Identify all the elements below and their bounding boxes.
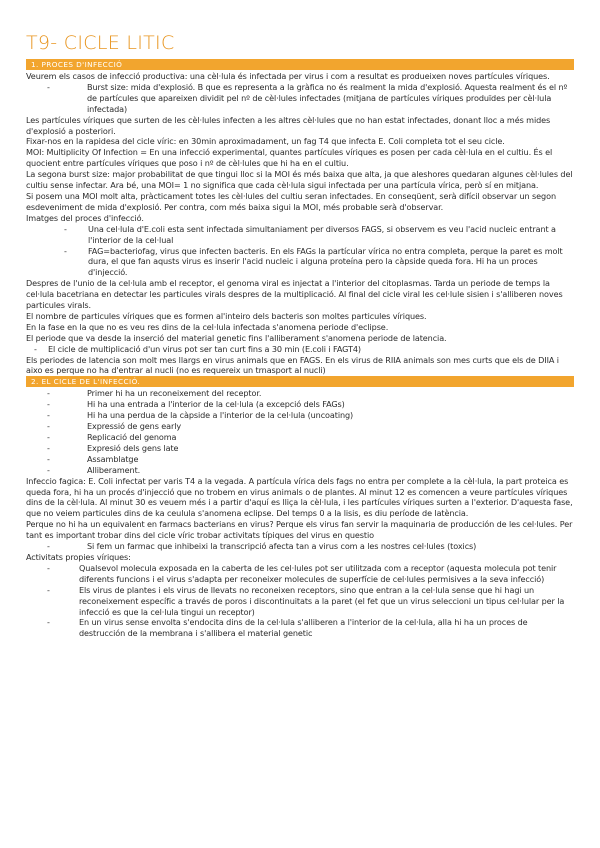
bullet-item — [26, 399, 574, 410]
bullet-item — [26, 421, 574, 432]
bullet-dash: - — [47, 442, 50, 453]
bullet-dash: - — [64, 245, 67, 256]
bullet-dash: - — [47, 432, 50, 442]
paragraph: Infeccio fagica: E. Coli infectat per varis T4 a la vegada. A partícula vírica dels fags no entra per complete a la cèl·lula, la part proteica es queda fora, hi ha un procés d'injecció que no trobem en virus animals o de plantes. Al minut 12 es comencen a veure partícules víriques dins de la cèl·lula. Al minut 30 es veuem més i a partir d'aquí es lliça la cèl·lula, i les partícules víriques surten a l'exterior. D'aquesta fase, que no veiem particules dins de ka ceulula s'anomena eclipse. Del temps 0 a la lisis, es diu període de latència. — [26, 475, 573, 519]
paragraph: Perque no hi ha un equivalent en farmacs bacterians en virus? Perque els virus fan servir la maquinaria de producción de les cel·lules. Per tant es important trobar dins del cicle víric trobar activitats típiques del virus en questio — [26, 519, 573, 541]
bullet-item — [26, 617, 574, 639]
bullet-dash: - — [47, 617, 50, 628]
section-heading: 1. PROCES D'INFECCIÓ — [26, 59, 574, 70]
bullet-text: Burst size: mida d'explosió. B que es representa a la gràfica no és realment la mida d'explosió. Aquesta realment és el nº de partícules que apareixen dividit pel nº de cèl·lules infectades (mitjana de partícules víriques produïdes per cèl·lula infectada) — [87, 81, 568, 114]
bullet-dash: - — [47, 399, 50, 410]
section-heading: 2. EL CICLE DE L'INFECCIÓ. — [26, 376, 574, 387]
bullet-dash: - — [64, 223, 67, 234]
bullet-item — [26, 541, 574, 552]
paragraph: Activitats propies víriques: — [26, 551, 131, 562]
bullet-item — [26, 410, 574, 421]
bullet-item — [26, 585, 574, 618]
bullet-text: Hi ha una entrada a l'interior de la cel·lula (a excepció dels FAGs) — [87, 399, 345, 410]
bullet-item — [26, 82, 574, 115]
bullet-text: Qualsevol molecula exposada en la caberta de les cel·lules pot ser utilitzada com a receptor (aquesta molecula pot tenir diferents funcions i el virus s'adapta per reconeixer molecules de superfície de cel·lules permisives a la seva infecció) — [79, 562, 557, 584]
bullet-text: Replicació del genoma — [87, 432, 177, 442]
bullet-item — [26, 388, 574, 399]
bullet-dash: - — [47, 453, 50, 464]
paragraph: En la fase en la que no es veu res dins de la cel·lula infectada s'anomena periode d'eclipse. — [26, 321, 389, 332]
bullet-dash: - — [47, 410, 50, 421]
bullet-item — [26, 246, 574, 279]
paragraph: Si posem una MOI molt alta, pràcticament totes les cèl·lules del cultiu seran infectades. En conseqüent, serà difícil observar un segon esdeveniment de mida d'explosió. Per contra, com més baixa sigui la MOI, més probable serà d'observar. — [26, 190, 556, 212]
bullet-text: Assamblatge — [87, 453, 139, 464]
bullet-item — [26, 344, 574, 355]
paragraph: La segona burst size: major probabilitat de que tingui lloc si la MOI és més baixa que alta, ja que aleshores quedaran algunes cèl·lules del cultiu sense infectar. Ara bé, una MOI= 1 no significa que cada cèl·lula sigui infectada per una partícula vírica, però sí en mitjana. — [26, 169, 573, 191]
bullet-text: El cicle de multiplicació d'un virus pot ser tan curt fins a 30 min (E.coli i FAGT4) — [48, 343, 361, 354]
bullet-text: Alliberament. — [87, 464, 141, 475]
bullet-text: Una cel·lula d'E.coli esta sent infectada simultaniament per diversos FAGS, si observem es veu l'acid nucleic entrant a l'interior de la cel·lual — [88, 223, 556, 245]
paragraph: Fixar-nos en la rapidesa del cicle víric: en 30min aproximadament, un fag T4 que infecta E. Coli completa tot el seu cicle. — [26, 136, 505, 147]
paragraph: MOI: Multiplicity Of Infection = En una infecció experimental, quantes partícules víriques es posen per cada cèl·lula en el cultiu. És el quocient entre partícules víriques que poso i nº de cèl·lules que hi ha en el cultiu. — [26, 147, 553, 169]
paragraph: El periode que va desde la inserció del material genetic fins l'alliberament s'anomena periode de latencia. — [26, 332, 447, 343]
bullet-text: Expresió dels gens late — [87, 442, 179, 453]
bullet-dash: - — [47, 464, 50, 475]
document-body — [26, 59, 574, 639]
bullet-text: Expressió de gens early — [87, 421, 182, 432]
paragraph: Imatges del proces d'infecció. — [26, 212, 144, 223]
bullet-item — [26, 465, 574, 476]
paragraph: Veurem els casos de infecció productiva: una cèl·lula és infectada per virus i com a resultat es produeixen noves partícules víriques. — [26, 71, 550, 81]
bullet-dash: - — [47, 541, 50, 552]
bullet-text: Primer hi ha un reconeixement del receptor. — [87, 388, 262, 399]
page-title: T9- CICLE LITIC — [26, 32, 175, 54]
bullet-dash: - — [47, 81, 50, 92]
bullet-item — [26, 443, 574, 454]
paragraph: Les partícules víriques que surten de les cèl·lules infecten a les altres cèl·lules que no han estat infectades, donant lloc a més mides d'explosió a posteriori. — [26, 114, 551, 136]
bullet-dash: - — [47, 421, 50, 432]
bullet-item — [26, 454, 574, 465]
bullet-item — [26, 432, 574, 443]
bullet-text: Hi ha una perdua de la càpside a l'interior de la cel·lula (uncoating) — [87, 410, 354, 421]
bullet-dash: - — [34, 343, 37, 354]
bullet-text: Els virus de plantes i els virus de llevats no reconeixen receptors, sino que entran a la cel·lula sense que hi hagi un reconeixement específic a través de poros i discontinuitats a la paret (el fet que un virus seleccioni un tipus cel·lular per la infecció es que la cel·lula tingui un receptor) — [79, 584, 565, 617]
paragraph: Despres de l'unio de la cel·lula amb el receptor, el genoma viral es injectat a l'interior del citoplasmas. Tarda un periode de temps la cel·lula bacetriana en detectar les particules virals despres de la multiplicació. Al final del cicle viral les cel·lule sisien i s'alliberen noves particules virals. — [26, 278, 563, 311]
document-page — [26, 31, 574, 639]
bullet-text: Si fem un farmac que inhibeixi la transcripció afecta tan a virus com a les nostres cel·lules (toxics) — [87, 541, 477, 552]
bullet-text: FAG=bacteriofag, virus que infecten bacteris. En els FAGs la partícular vírica no entra completa, perque la paret es molt dura, el que fan aqusts virus es inserir l'acid nucleic i alguna proteína pero la càpside queda fora. Hi ha un proces d'injecció. — [88, 245, 563, 278]
bullet-dash: - — [47, 584, 50, 595]
bullet-item — [26, 563, 574, 585]
bullet-dash: - — [47, 562, 50, 573]
bullet-text: En un virus sense envolta s'endocita dins de la cel·lula s'alliberen a l'interior de la cel·lula, alla hi ha un proces de destrucción de la membrana i s'allibera el material genetic — [79, 617, 528, 639]
bullet-item — [26, 224, 574, 246]
paragraph: El nombre de particules víriques que es formen al'inteiro dels bacteris son moltes particules víriques. — [26, 310, 427, 321]
bullet-dash: - — [47, 388, 50, 399]
paragraph: Els periodes de latencia son molt mes llargs en virus animals que en FAGS. En els virus de RIIA animals son mes curts que els de DIIA i aixo es perque no ha d'entrar al nucli (no es requereix un trnasport al nucli) — [26, 354, 559, 376]
